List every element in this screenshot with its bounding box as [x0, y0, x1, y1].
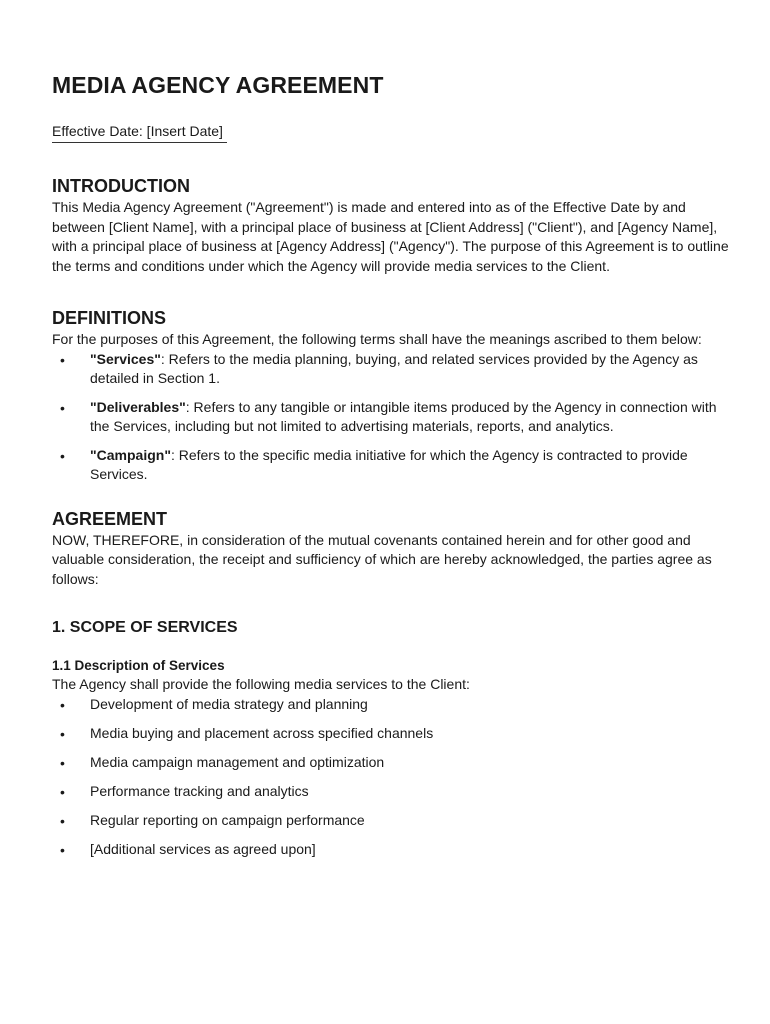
definitions-intro: For the purposes of this Agreement, the following terms shall have the meanings ascribed to them below:: [52, 331, 702, 347]
bullet-icon: •: [60, 842, 65, 859]
bullet-icon: •: [60, 813, 65, 830]
definition-term: "Campaign": [90, 446, 171, 463]
list-item: [52, 811, 732, 831]
bullet-icon: •: [60, 351, 65, 368]
bullet-icon: •: [60, 754, 65, 771]
bullet-icon: •: [60, 399, 65, 416]
effective-date-field[interactable]: Effective Date: [Insert Date]: [52, 122, 227, 143]
service-item-text: Media campaign management and optimization: [90, 753, 385, 770]
list-item: [52, 724, 732, 744]
list-item: [52, 840, 732, 860]
agreement-paragraph: NOW, THEREFORE, in consideration of the mutual covenants contained herein and for other good and valuable consideration, the receipt and sufficiency of which are hereby acknowledged, the parties agree as follows:: [52, 531, 712, 587]
definition-term: "Deliverables": [90, 398, 186, 415]
definition-text: : Refers to the media planning, buying, and related services provided by the Agency as detailed in Section 1.: [90, 350, 698, 386]
bullet-icon: •: [60, 725, 65, 742]
list-item: [52, 695, 732, 715]
definition-text: : Refers to the specific media initiative for which the Agency is contracted to provide Services.: [90, 446, 688, 482]
introduction-paragraph: This Media Agency Agreement ("Agreement") is made and entered into as of the Effective Date by and between [Client Name], with a principal place of business at [Client Address] ("Client"), and [Agency Name], with a principal place of business at [Agency Address] ("Agency"). The purpose of this Agreement is to outline the terms and conditions under which the Agency will provide media services to the Client.: [52, 199, 729, 274]
document-title: MEDIA AGENCY AGREEMENT: [52, 72, 384, 98]
scope-intro: The Agency shall provide the following media services to the Client:: [52, 676, 470, 692]
bullet-icon: •: [60, 696, 65, 713]
service-item-text: Regular reporting on campaign performance: [90, 812, 365, 829]
service-item-text: Media buying and placement across specified channels: [90, 724, 434, 741]
service-item-text: [Additional services as agreed upon]: [90, 841, 316, 858]
list-item: [52, 350, 732, 389]
service-item-text: Performance tracking and analytics: [90, 783, 309, 800]
introduction-heading: INTRODUCTION: [52, 176, 190, 196]
scope-heading: 1. SCOPE OF SERVICES: [52, 619, 238, 636]
bullet-icon: •: [60, 447, 65, 464]
agreement-heading: AGREEMENT: [52, 508, 168, 529]
definition-term: "Services": [90, 350, 161, 367]
definitions-list: [52, 350, 732, 485]
list-item: [52, 398, 732, 437]
document-page: [52, 70, 732, 870]
service-item-text: Development of media strategy and planning: [90, 695, 368, 712]
definitions-heading: DEFINITIONS: [52, 308, 167, 328]
list-item: [52, 446, 732, 485]
list-item: [52, 782, 732, 802]
scope-subheading: 1.1 Description of Services: [52, 658, 225, 673]
bullet-icon: •: [60, 784, 65, 801]
definition-text: : Refers to any tangible or intangible items produced by the Agency in connection with the Services, including but not limited to advertising materials, reports, and analytics.: [90, 398, 717, 434]
list-item: [52, 753, 732, 773]
services-list: [52, 695, 732, 860]
